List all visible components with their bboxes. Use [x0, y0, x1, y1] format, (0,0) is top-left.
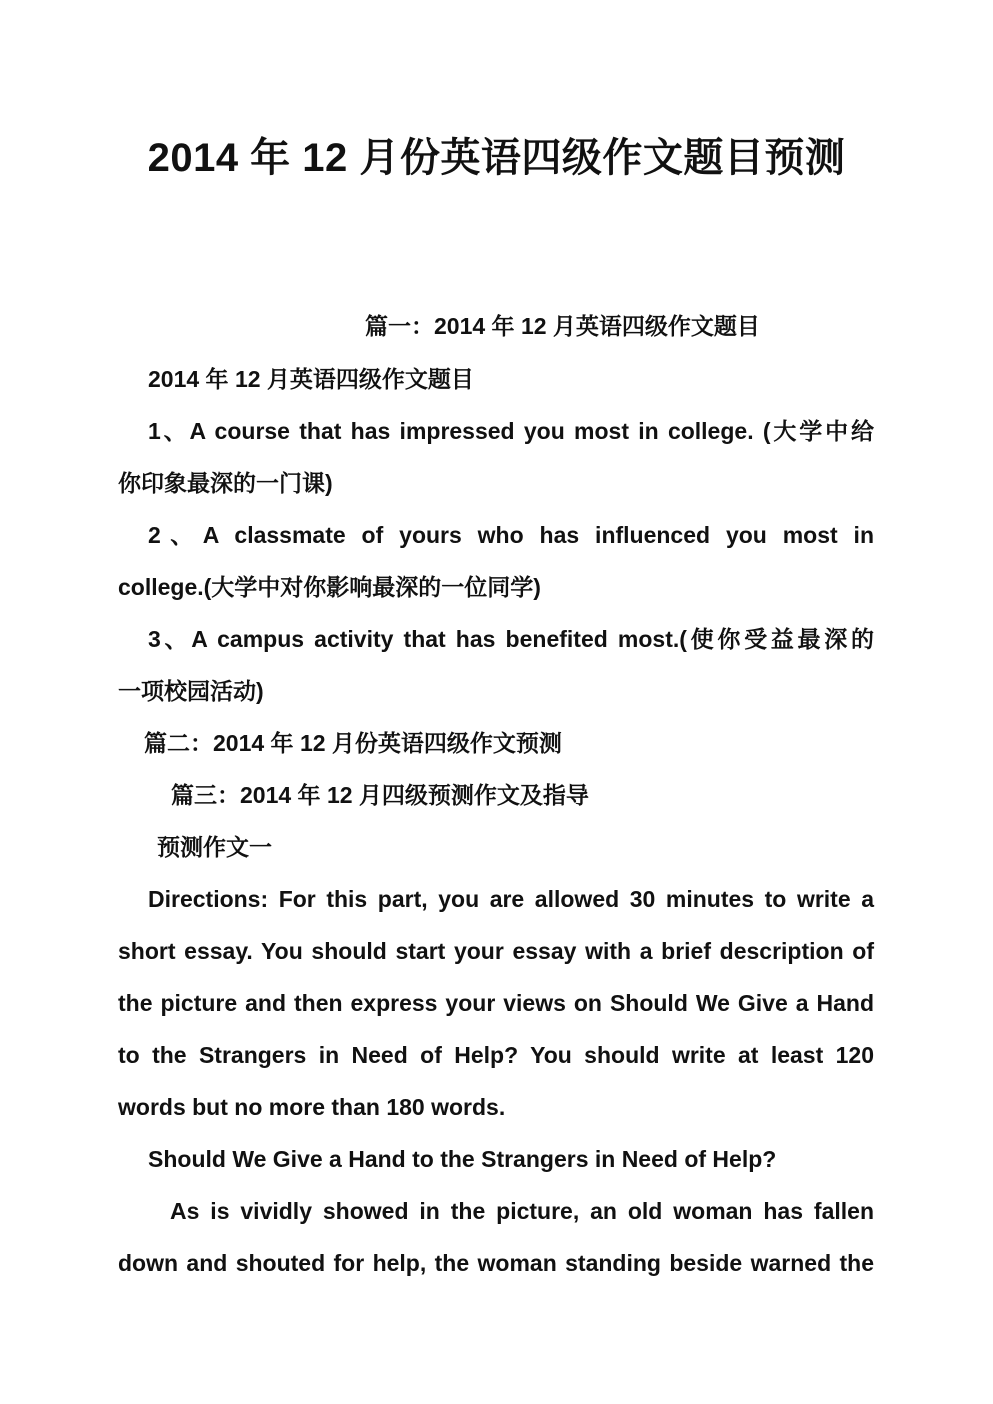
essay-body-line-2: down and shouted for help, the woman standing beside warned the — [118, 1250, 874, 1276]
section-heading-three: 篇三：2014 年 12 月四级预测作文及指导 — [171, 782, 589, 808]
essay-label: 预测作文一 — [157, 834, 272, 860]
topic-three-line-1: 3、A campus activity that has benefited most.(使你受益最深的 — [148, 626, 874, 652]
topic-three-line-2: 一项校园活动) — [118, 678, 264, 704]
topic-one-line-2: 你印象最深的一门课) — [118, 470, 333, 496]
section-heading-two: 篇二：2014 年 12 月份英语四级作文预测 — [144, 730, 562, 756]
topic-two-line-2: college.(大学中对你影响最深的一位同学) — [118, 574, 541, 600]
subheading: 2014 年 12 月英语四级作文题目 — [148, 366, 474, 392]
directions-line-3: the picture and then express your views on Should We Give a Hand — [118, 990, 874, 1016]
directions-line-2: short essay. You should start your essay with a brief description of — [118, 938, 874, 964]
essay-body-line-1: As is vividly showed in the picture, an old woman has fallen — [170, 1198, 874, 1224]
topic-two-line-1: 2、A classmate of yours who has influenced you most in — [148, 522, 874, 548]
directions-line-1: Directions: For this part, you are allowed 30 minutes to write a — [148, 886, 874, 912]
directions-line-4: to the Strangers in Need of Help? You should write at least 120 — [118, 1042, 874, 1068]
document-title: 2014 年 12 月份英语四级作文题目预测 — [147, 136, 846, 180]
section-heading-one: 篇一：2014 年 12 月英语四级作文题目 — [365, 313, 760, 339]
topic-one-line-1: 1、A course that has impressed you most in college. (大学中给 — [148, 418, 874, 444]
directions-line-5: words but no more than 180 words. — [118, 1094, 506, 1120]
essay-title: Should We Give a Hand to the Strangers in Need of Help? — [148, 1146, 777, 1172]
